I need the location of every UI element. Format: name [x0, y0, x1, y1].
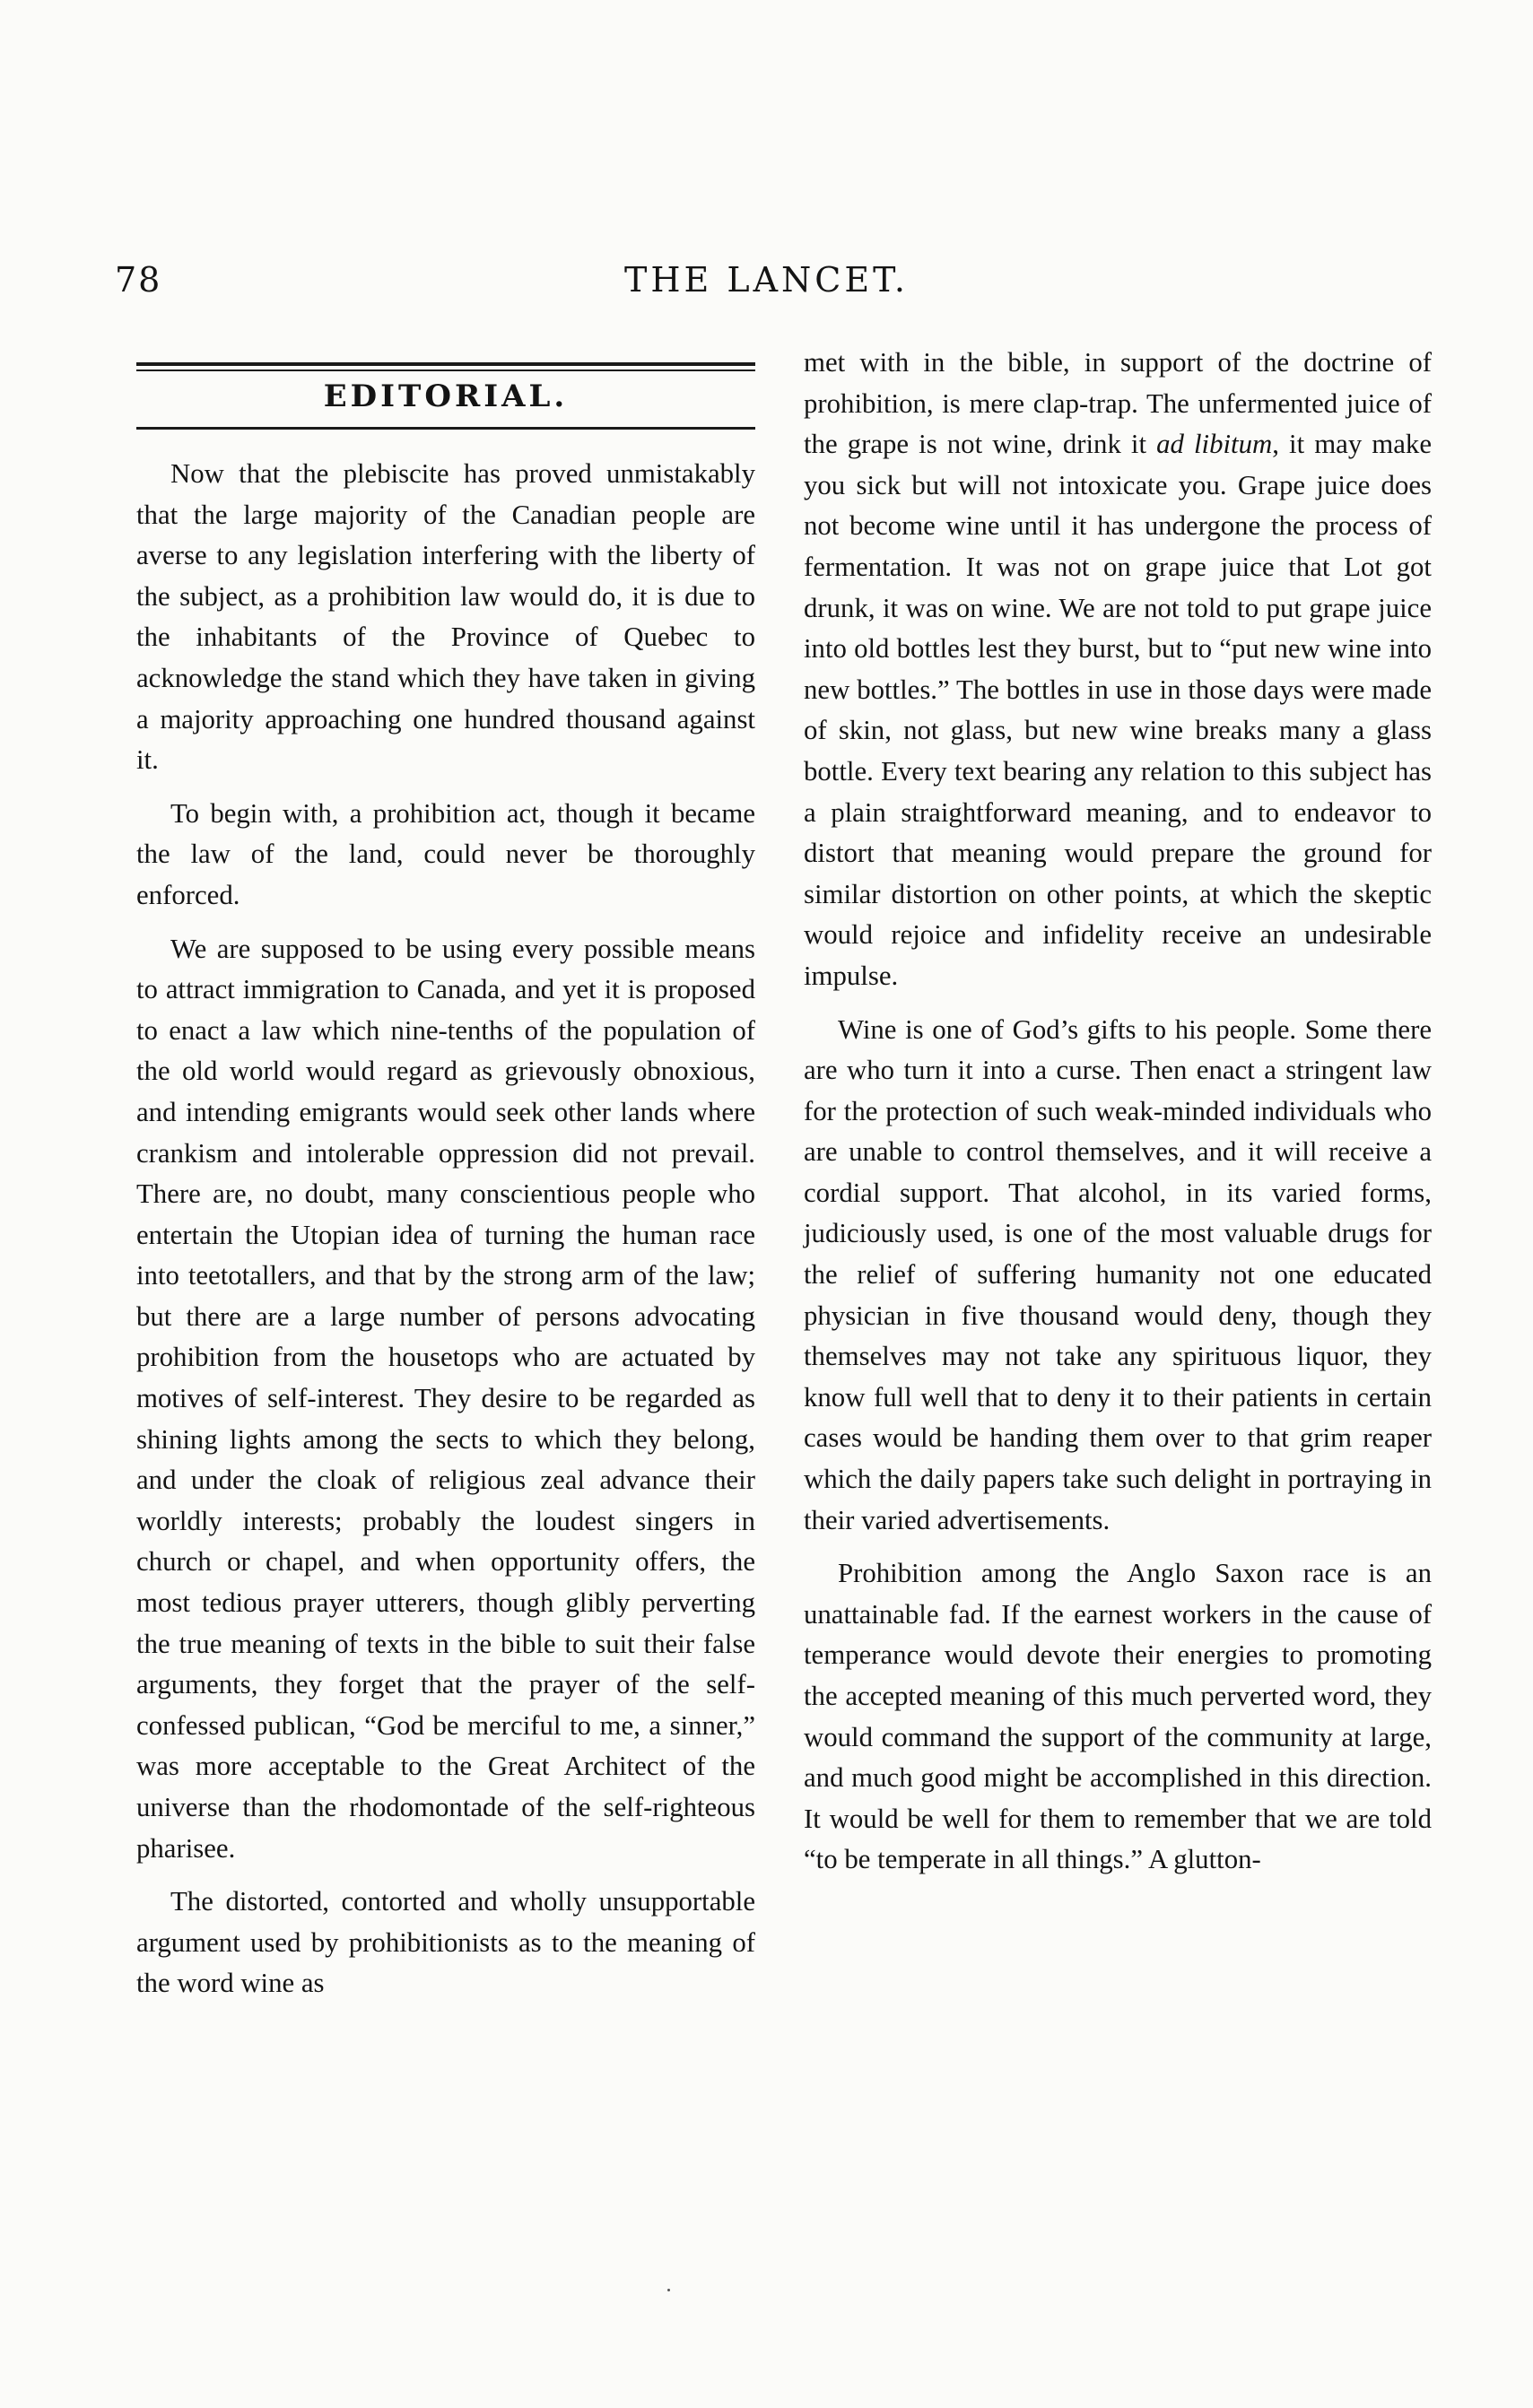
italic-phrase: ad libitum: [1156, 429, 1273, 460]
page-number: 78: [115, 260, 162, 300]
continuation-text-end: , it may make you sick but will not intoxicate you. Grape juice does not become wine until it has undergone the process of fermentation. It was not on grape juice that Lot got drunk, it was on wine. We are not told to put grape juice into old bottles lest they burst, but to “put new wine into new bottles.” The bottles in use in those days were made of skin, not glass, but new wine breaks many a glass bottle. Every text bearing any relation to this subject has a plain straightforward meaning, and to endeavor to distort that meaning would prepare the ground for similar distortion on other points, at which the skeptic would rejoice and infidelity receive an undesirable impulse.: [804, 429, 1432, 991]
section-heading: EDITORIAL.: [323, 378, 569, 414]
right-column: [804, 343, 1432, 1893]
paragraph-wine-argument: The distorted, contorted and wholly unsupportable argument used by prohibitionists as to the meaning of the word wine as: [136, 1886, 755, 1999]
heading-rule-thick: [136, 362, 755, 366]
paragraph-continuation: [804, 343, 1432, 997]
paragraph-gods-gifts: Wine is one of God’s gifts to his people. Some there are who turn it into a curse. Then enact a stringent law for the protection of such weak-minded individuals who are unable to control themselves, and it will receive a cordial support. That alcohol, in its varied forms, judiciously used, is one of the most valuable drugs for the relief of suffering humanity not one educated physician in five thousand would deny, though they themselves may not take any spirituous liquor, they know full well that to deny it to their patients in certain cases would be handing them over to that grim reaper which the daily papers take such delight in portraying in their varied advertisements.: [804, 1013, 1432, 1535]
paragraph-anglo-saxon: Prohibition among the Anglo Saxon race is an unattainable fad. If the earnest workers in the cause of temperance would devote their energies to promoting the accepted meaning of this much perverted word, they would command the support of the community at large, and much good might be accomplished in this direction. It would be well for them to remember that we are told “to be temperate in all things.” A glutton-: [804, 1558, 1432, 1875]
heading-rule-under: [136, 427, 755, 430]
paragraph-immigration: We are supposed to be using every possible means to attract immigration to Canada, and yet it is proposed to enact a law which nine-tenths of the population of the old world would regard as grievously obnoxious, and intending emigrants would seek other lands where crankism and intolerable oppression did not prevail. There are, no doubt, many conscientious people who entertain the Utopian idea of turning the human race into teetotallers, and that by the strong arm of the law; but there are a large number of persons advocating prohibition from the housetops who are actuated by motives of self-interest. They desire to be regarded as shining lights among the sects to which they belong, and under the cloak of religious zeal advance their worldly interests; probably the loudest singers in church or chapel, and when opportunity offers, the most tedious prayer utterers, though glibly perverting the true meaning of texts in the bible to suit their false arguments, they forget that the prayer of the self-confessed publican, “God be merciful to me, a sinner,” was more acceptable to the Great Architect of the universe than the rhodomontade of the self-righteous pharisee.: [136, 933, 755, 1864]
paragraph-plebiscite: Now that the plebiscite has proved unmistakably that the large majority of the Canadian people are averse to any legislation interfering with the liberty of the subject, as a prohibition law would do, it is due to the inhabitants of the Province of Quebec to acknowledge the stand which they have taken in giving a majority approaching one hundred thousand against it.: [136, 458, 755, 776]
footer-speck: [667, 2289, 670, 2291]
left-column: [136, 454, 755, 2017]
continuation-text-start: met with in the bible, in support of the doctrine of prohibition, is mere clap-trap. The unfermented juice of the grape is not wine, drink it: [804, 347, 1432, 460]
paragraph-enforcement: To begin with, a prohibition act, though it became the law of the land, could never be thoroughly enforced.: [136, 797, 755, 910]
running-head: THE LANCET.: [624, 260, 909, 300]
heading-rule-thin: [136, 369, 755, 371]
